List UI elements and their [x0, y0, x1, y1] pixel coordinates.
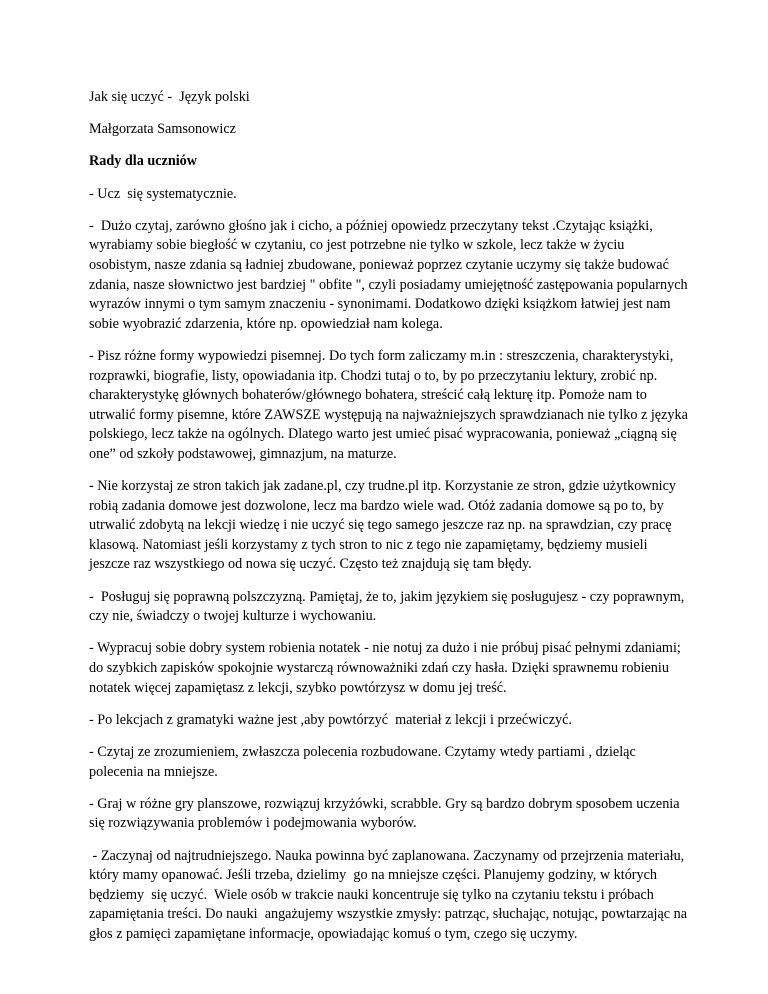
document-author: Małgorzata Samsonowicz: [89, 121, 236, 138]
paragraph: - Nie korzystaj ze stron takich jak zadane.pl, czy trudne.pl itp. Korzystanie ze stron, gdzie użytkownicy robią zadania domowe jest dozwolone, lecz ma bardzo wiele wad. Otóż zadania domowe są po to, by utrwalić zdobytą na lekcji wiedzę i nie uczyć się tego samego jeszcze raz np. na sprawdzian, czy pracę klasową. Natomiast jeśli korzystamy z tych stron to nic z tego nie zapamiętamy, będziemy musieli jeszcze raz wszystkiego od nowa się uczyć. Często też znajdują się tam błędy.: [89, 478, 680, 573]
paragraph: - Czytaj ze zrozumieniem, zwłaszcza polecenia rozbudowane. Czytamy wtedy partiami , dzieląc polecenia na mniejsze.: [89, 743, 640, 780]
paragraph: - Dużo czytaj, zarówno głośno jak i cicho, a później opowiedz przeczytany tekst .Czytając książki, wyrabiamy sobie biegłość w czytaniu, co jest potrzebne nie tylko w szkole, lecz także w życiu osobistym, nasze zdania są ładniej zbudowane, ponieważ poprzez czytanie uczymy się także budować zdania, nasze słownictwo jest bardziej " obfite ", czyli posiadamy umiejętność zastępowania popularnych wyrazów innymi o tym samym znaczeniu - synonimami. Dodatkowo dzięki książkom łatwiej jest nam sobie wyobrazić zdarzenia, które np. opowiedział nam kolega.: [89, 217, 692, 332]
document-title: Jak się uczyć - Język polski: [89, 89, 250, 105]
paragraph: - Pisz różne formy wypowiedzi pisemnej. Do tych form zaliczamy m.in : streszczenia, charakterystyki, rozprawki, biografie, listy, opowiadania itp. Chodzi tutaj o to, by po przeczytaniu lektury, zrobić np. charakterystykę głównych bohaterów/głównego bohatera, streścić całą lekturę itp. Pomoże nam to utrwalić formy pisemne, które ZAWSZE występują na najważniejszych sprawdzianach nie tylko z języka polskiego, lecz także na ogólnych. Dlatego warto jest umieć pisać wypracowania, ponieważ „ciągną się one” od szkoły podstawowej, gimnazjum, na maturze.: [89, 347, 692, 462]
paragraph: - Zaczynaj od najtrudniejszego. Nauka powinna być zaplanowana. Zaczynamy od przejrzenia materiału, który mamy opanować. Jeśli trzeba, dzielimy go na mniejsze części. Planujemy godziny, w których będziemy się uczyć. Wiele osób w trakcie nauki koncentruje się tylko na czytaniu tekstu i próbach zapamiętania treści. Do nauki angażujemy wszystkie zmysły: patrząc, słuchając, notując, powtarzając na głos z pamięci zapamiętane informacje, opowiadając komuś o tym, czego się uczymy.: [89, 847, 691, 942]
document-page: [89, 88, 692, 957]
section-heading: Rady dla uczniów: [89, 153, 197, 170]
paragraph: - Po lekcjach z gramatyki ważne jest ,aby powtórzyć materiał z lekcji i przećwiczyć.: [89, 711, 572, 728]
paragraph: - Ucz się systematycznie.: [89, 185, 237, 202]
paragraph: - Wypracuj sobie dobry system robienia notatek - nie notuj za dużo i nie próbuj pisać pełnymi zdaniami; do szybkich zapisków spokojnie wystarczą równoważniki zdań czy hasła. Dzięki sprawnemu robieniu notatek więcej zapamiętasz z lekcji, szybko powtórzysz w domu jej treść.: [89, 640, 685, 696]
paragraph: - Posługuj się poprawną polszczyzną. Pamiętaj, że to, jakim językiem się posługujesz - czy poprawnym, czy nie, świadczy o twojej kulturze i wychowaniu.: [89, 588, 688, 625]
paragraph: - Graj w różne gry planszowe, rozwiązuj krzyżówki, scrabble. Gry są bardzo dobrym sposobem uczenia się rozwiązywania problemów i podejmowania wyborów.: [89, 795, 684, 832]
